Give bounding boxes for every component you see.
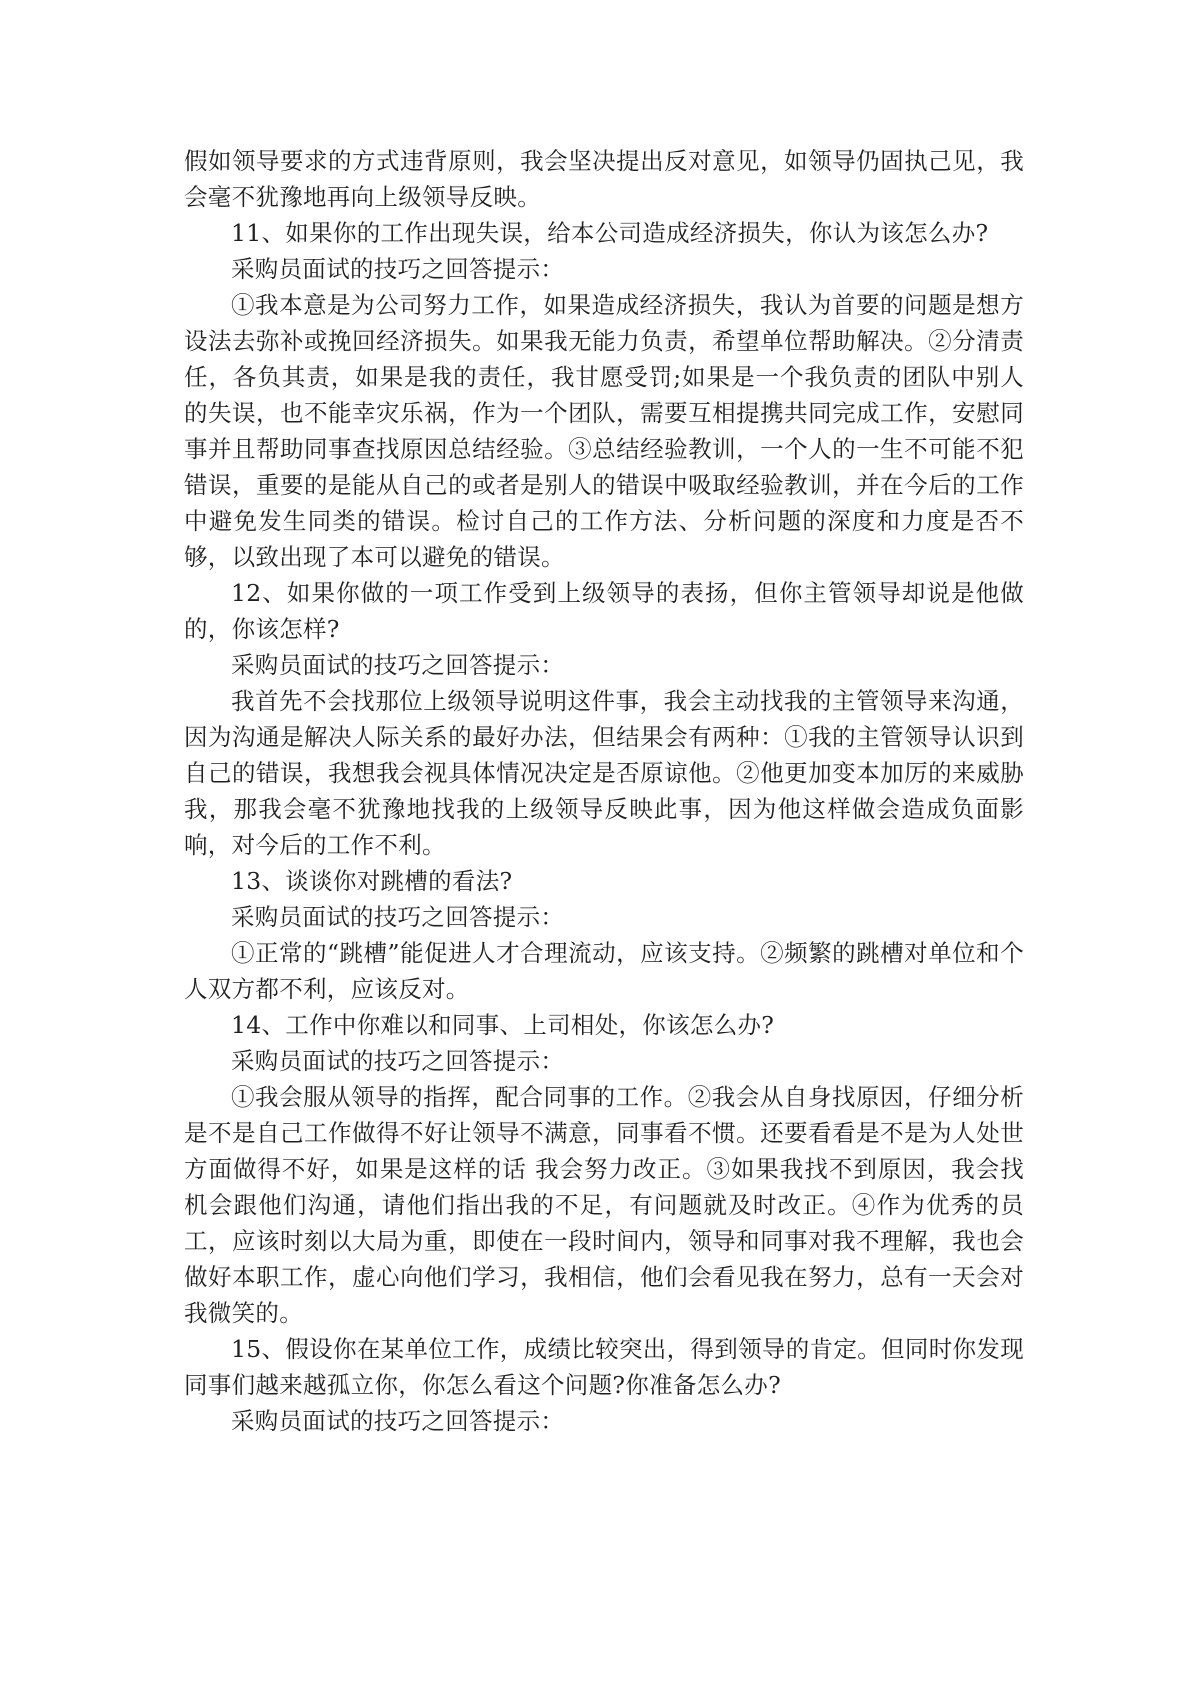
answer-hint-heading: 采购员面试的技巧之回答提示： (231, 255, 565, 283)
question-13: 13、谈谈你对跳槽的看法? (231, 867, 513, 895)
question-14: 14、工作中你难以和同事、上司相处，你该怎么办? (231, 1011, 775, 1039)
answer-13: ①正常的“跳槽”能促进人才合理流动，应该支持。②频繁的跳槽对单位和个人双方都不利，应该反对。 (184, 939, 1024, 1003)
question-11: 11、如果你的工作出现失误，给本公司造成经济损失，你认为该怎么办? (231, 219, 989, 247)
answer-hint-heading: 采购员面试的技巧之回答提示： (231, 1407, 565, 1435)
answer-14: ①我会服从领导的指挥，配合同事的工作。②我会从自身找原因，仔细分析是不是自己工作做得不好让领导不满意，同事看不惯。还要看看是不是为人处世方面做得不好，如果是这样的话 我会努力改正。③如果我找不到原因，我会找机会跟他们沟通，请他们指出我的不足，有问题就及时改正。④作为优秀的员工，应该时刻以大局为重，即使在一段时间内，领导和同事对我不理解，我也会做好本职工作，虚心向他们学习，我相信，他们会看见我在努力，总有一天会对我微笑的。 (184, 1083, 1024, 1327)
answer-12: 我首先不会找那位上级领导说明这件事，我会主动找我的主管领导来沟通，因为沟通是解决人际关系的最好办法，但结果会有两种：①我的主管领导认识到自己的错误，我想我会视具体情况决定是否原谅他。②他更加变本加厉的来威胁我，那我会毫不犹豫地找我的上级领导反映此事，因为他这样做会造成负面影响，对今后的工作不利。 (184, 687, 1024, 859)
answer-hint-heading: 采购员面试的技巧之回答提示： (231, 651, 565, 679)
document-page (184, 143, 1024, 1439)
answer-hint-heading: 采购员面试的技巧之回答提示： (231, 1047, 565, 1075)
answer-hint-heading: 采购员面试的技巧之回答提示： (231, 903, 565, 931)
question-15: 15、假设你在某单位工作，成绩比较突出，得到领导的肯定。但同时你发现同事们越来越孤立你，你怎么看这个问题?你准备怎么办? (184, 1335, 1024, 1399)
answer-11: ①我本意是为公司努力工作，如果造成经济损失，我认为首要的问题是想方设法去弥补或挽回经济损失。如果我无能力负责，希望单位帮助解决。②分清责任，各负其责，如果是我的责任，我甘愿受罚;如果是一个我负责的团队中别人的失误，也不能幸灾乐祸，作为一个团队，需要互相提携共同完成工作，安慰同事并且帮助同事查找原因总结经验。③总结经验教训，一个人的一生不可能不犯错误，重要的是能从自己的或者是别人的错误中吸取经验教训，并在今后的工作中避免发生同类的错误。检讨自己的工作方法、分析问题的深度和力度是否不够，以致出现了本可以避免的错误。 (184, 291, 1024, 571)
question-12: 12、如果你做的一项工作受到上级领导的表扬，但你主管领导却说是他做的，你该怎样? (184, 579, 1024, 643)
paragraph-continuation: 假如领导要求的方式违背原则，我会坚决提出反对意见，如领导仍固执己见，我会毫不犹豫地再向上级领导反映。 (184, 147, 1024, 211)
